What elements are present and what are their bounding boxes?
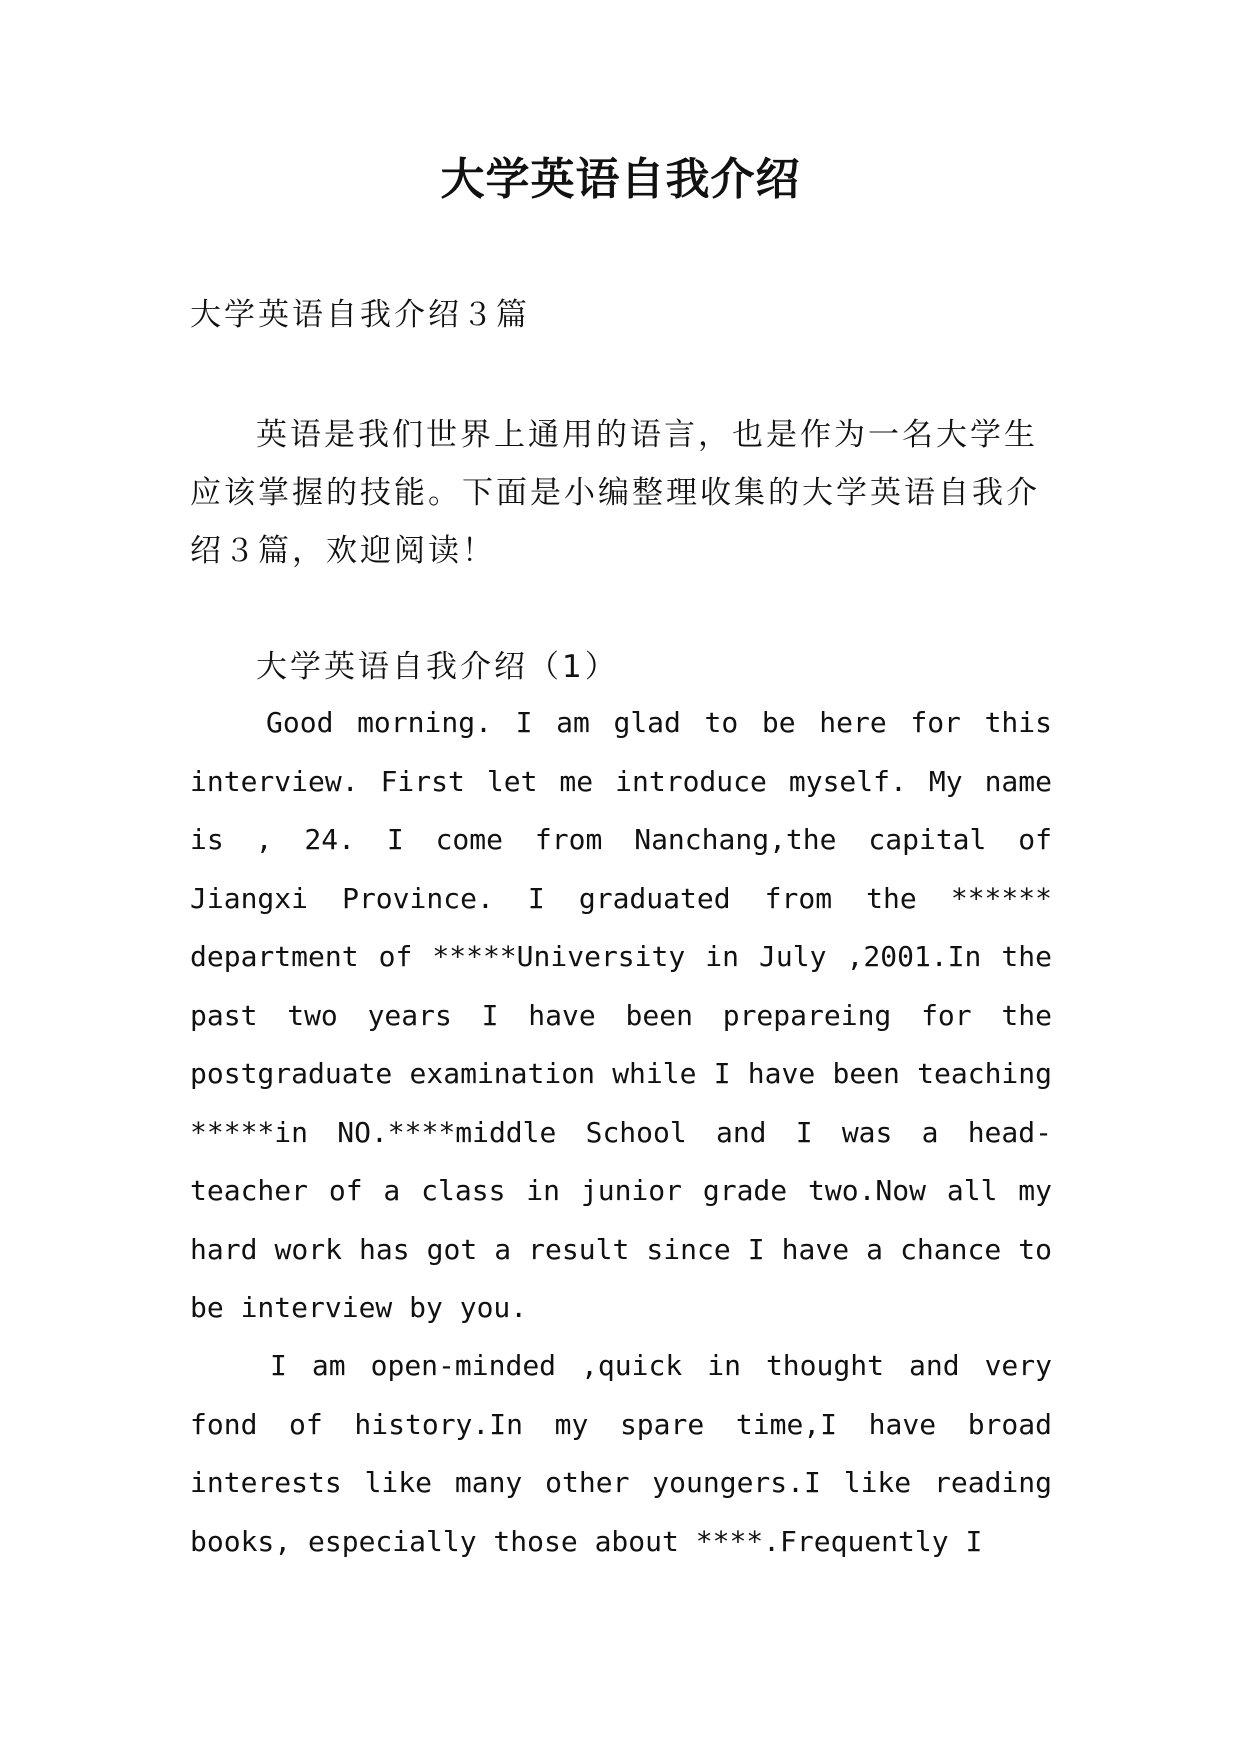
intro-paragraph: 英语是我们世界上通用的语言，也是作为一名大学生应该掌握的技能。下面是小编整理收集的大学英语自我介绍３篇，欢迎阅读！ bbox=[190, 417, 1040, 569]
document-title: 大学英语自我介绍 bbox=[440, 154, 801, 205]
section-heading: 大学英语自我介绍（1） bbox=[256, 649, 619, 685]
body-paragraph: Good morning. I am glad to be here for this interview. First let me introduce myself. My name is , 24. I come from Nanchang,the capital of Jiangxi Province. I graduated from the ****** department of *****University in July ,2001.In the past two years I have been prepareing for the postgraduate examination while I have been teaching *****in NO.****middle School and I was a head-teacher of a class in junior grade two.Now all my hard work has got a result since I have a chance to be interview by you. bbox=[190, 706, 1052, 1324]
body-paragraph: I am open-minded ,quick in thought and very fond of history.In my spare time,I have broad interests like many other youngers.I like reading books, especially those about ****.Frequently I bbox=[190, 1349, 1052, 1558]
document-subtitle: 大学英语自我介绍３篇 bbox=[190, 297, 530, 333]
